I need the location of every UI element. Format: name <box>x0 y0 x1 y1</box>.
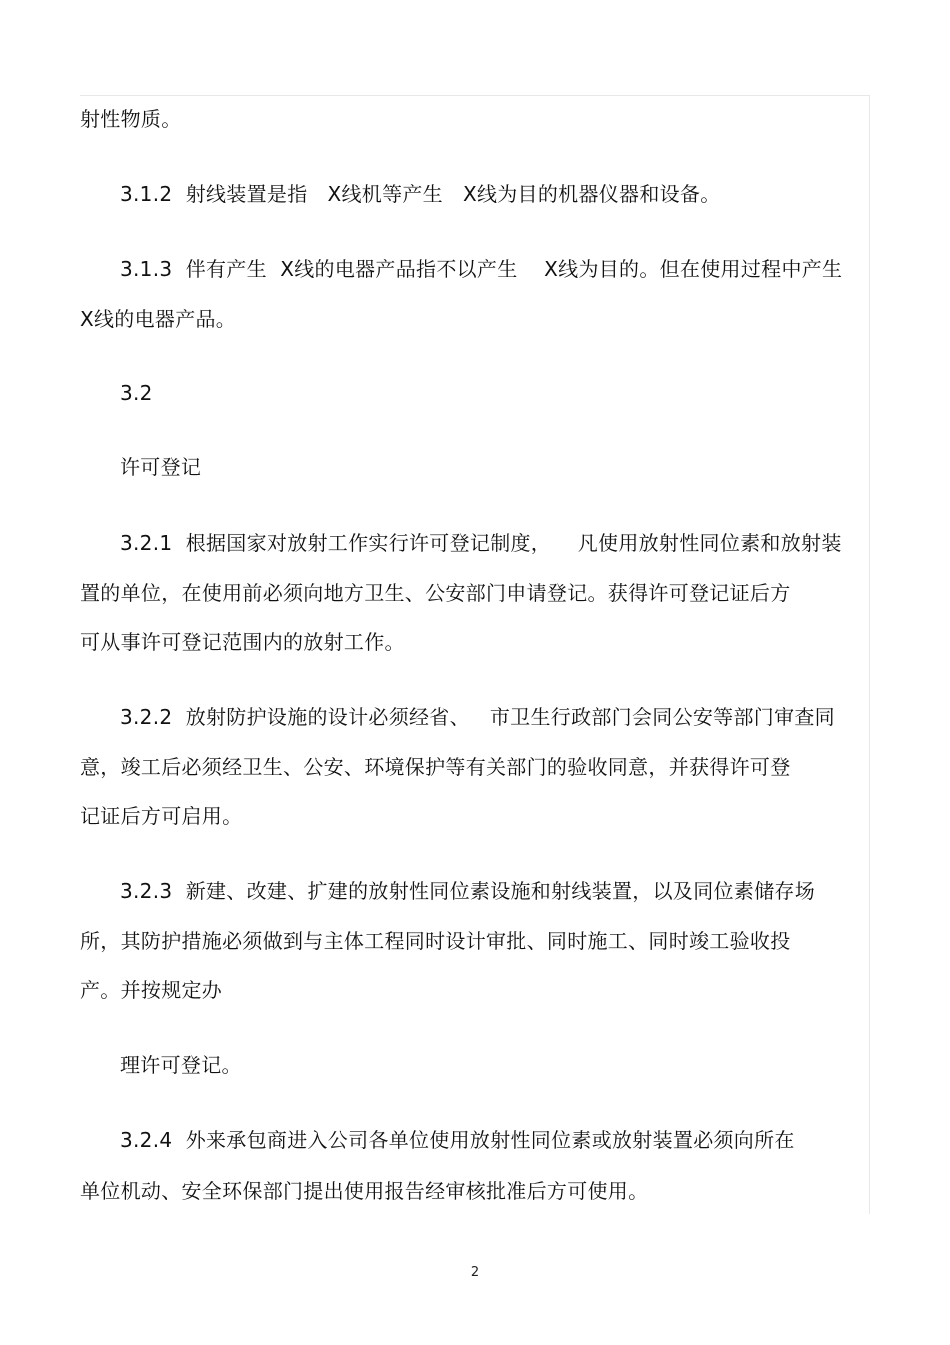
section-3-2-heading: 许可登记 <box>120 455 202 479</box>
text-line-1: 射性物质。 <box>80 107 182 131</box>
section-3-2-1-line-3: 可从事许可登记范围内的放射工作。 <box>80 630 405 654</box>
section-3-2-4-line-2: 单位机动、安全环保部门提出使用报告经审核批准后方可使用。 <box>80 1179 649 1203</box>
section-3-2-number: 3.2 <box>120 381 153 405</box>
section-3-2-3-line-2: 所，其防护措施必须做到与主体工程同时设计审批、同时施工、同时竣工验收投 <box>80 929 791 953</box>
section-3-1-2: 3.1.2 射线装置是指 X线机等产生 X线为目的机器仪器和设备。 <box>120 182 721 206</box>
section-3-1-3: 3.1.3 伴有产生 X线的电器产品指不以产生 X线为目的。但在使用过程中产生 <box>120 257 843 281</box>
section-3-2-2: 3.2.2 放射防护设施的设计必须经省、 市卫生行政部门会同公安等部门审查同 <box>120 705 835 729</box>
page-number: 2 <box>470 1265 480 1280</box>
section-3-2-2-line-3: 记证后方可启用。 <box>80 804 243 828</box>
section-3-2-1: 3.2.1 根据国家对放射工作实行许可登记制度， 凡使用放射性同位素和放射装 <box>120 531 842 555</box>
section-3-2-3: 3.2.3 新建、改建、扩建的放射性同位素设施和射线装置，以及同位素储存场 <box>120 879 816 903</box>
section-3-2-3-line-4: 理许可登记。 <box>120 1053 242 1077</box>
section-3-2-1-line-2: 置的单位，在使用前必须向地方卫生、公安部门申请登记。获得许可登记证后方 <box>80 581 791 605</box>
section-3-1-3-continued: X线的电器产品。 <box>80 307 237 331</box>
section-3-2-4: 3.2.4 外来承包商进入公司各单位使用放射性同位素或放射装置必须向所在 <box>120 1128 795 1152</box>
section-3-2-3-line-3: 产。并按规定办 <box>80 978 223 1002</box>
section-3-2-2-line-2: 意，竣工后必须经卫生、公安、环境保护等有关部门的验收同意，并获得许可登 <box>80 755 791 779</box>
